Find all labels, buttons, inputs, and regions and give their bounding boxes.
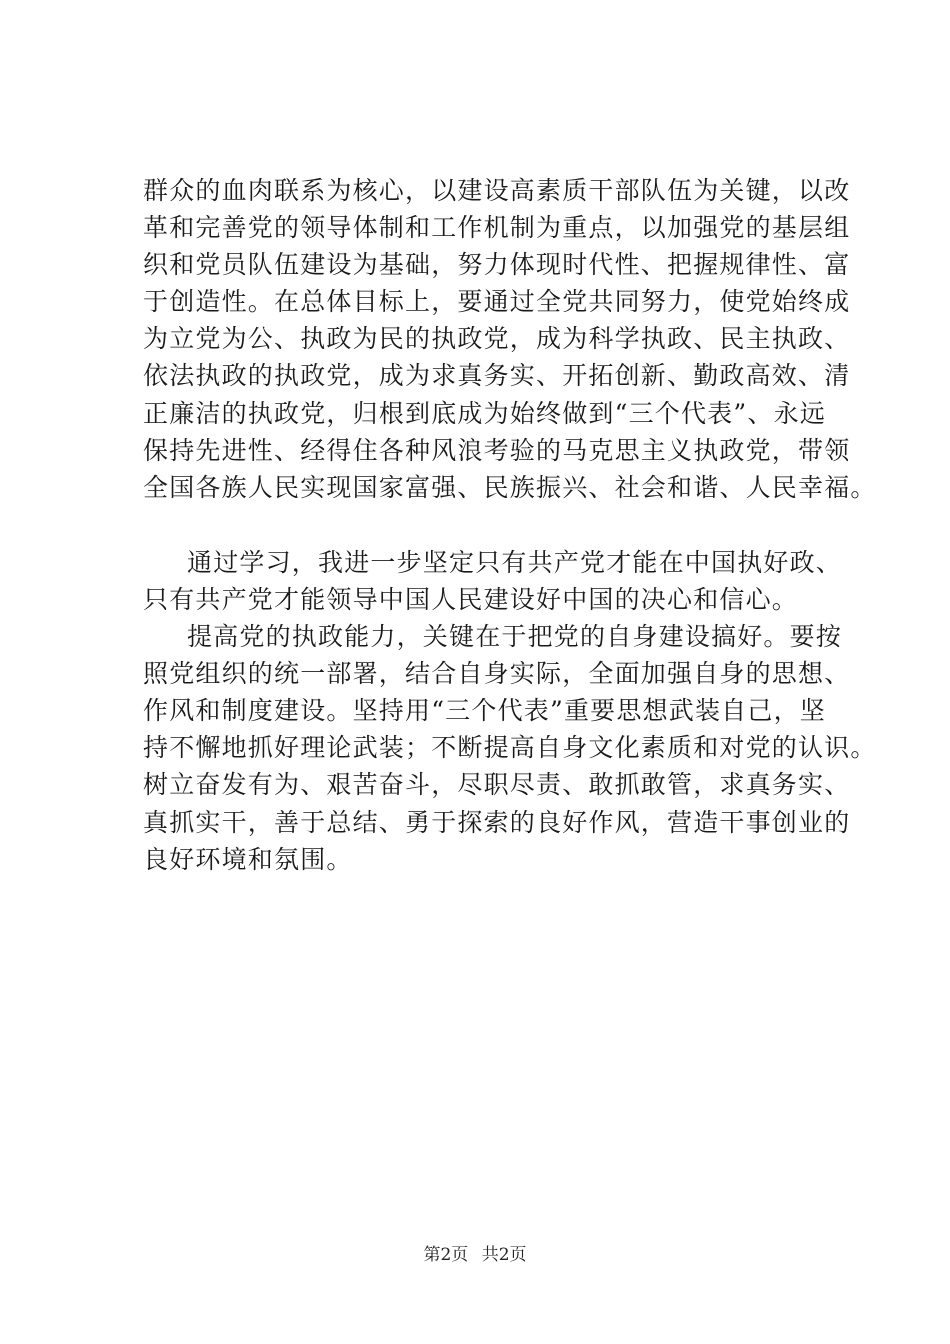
- page-number-total: 共2页: [481, 1245, 527, 1265]
- paragraph-spacer: [143, 506, 843, 544]
- text-line: 良好环境和氛围。: [143, 844, 353, 874]
- text-line: 真抓实干，善于总结、勇于探索的良好作风，营造干事创业的: [143, 807, 851, 837]
- text-line: 只有共产党才能领导中国人民建设好中国的决心和信心。: [143, 584, 799, 614]
- paragraph-1: [143, 172, 877, 506]
- text-line: 全国各族人民实现国家富强、民族振兴、社会和谐、人民幸福。: [143, 472, 877, 502]
- text-line: 照党组织的统一部署，结合自身实际，全面加强自身的思想、: [143, 659, 851, 689]
- text-line: 树立奋发有为、艰苦奋斗，尽职尽责、敢抓敢管，求真务实、: [143, 770, 851, 800]
- text-line: 为立党为公、执政为民的执政党，成为科学执政、民主执政、: [143, 324, 851, 354]
- page-footer: [0, 1244, 950, 1266]
- text-line: 保持先进性、经得住各种风浪考验的马克思主义执政党，带领: [143, 435, 851, 465]
- text-line: 织和党员队伍建设为基础，努力体现时代性、把握规律性、富: [143, 250, 851, 280]
- text-line: 作风和制度建设。坚持用“三个代表”重要思想武装自己，坚: [143, 696, 826, 726]
- text-line: 群众的血肉联系为核心，以建设高素质干部队伍为关键，以改: [143, 176, 851, 205]
- text-line: 持不懈地抓好理论武装；不断提高自身文化素质和对党的认识。: [143, 733, 877, 763]
- text-line: 提高党的执政能力，关键在于把党的自身建设搞好。要按: [187, 622, 843, 652]
- text-line: 通过学习，我进一步坚定只有共产党才能在中国执好政、: [187, 547, 843, 577]
- text-line: 于创造性。在总体目标上，要通过全党共同努力，使党始终成: [143, 287, 851, 317]
- text-line: 正廉洁的执政党，归根到底成为始终做到“三个代表”、永远: [143, 398, 826, 428]
- text-line: 依法执政的执政党，成为求真务实、开拓创新、勤政高效、清: [143, 361, 851, 391]
- paragraph-2: [143, 544, 843, 618]
- document-body: [143, 172, 877, 878]
- page-number-current: 第2页: [423, 1245, 469, 1265]
- paragraph-3: [143, 618, 877, 878]
- text-line: 革和完善党的领导体制和工作机制为重点，以加强党的基层组: [143, 213, 851, 243]
